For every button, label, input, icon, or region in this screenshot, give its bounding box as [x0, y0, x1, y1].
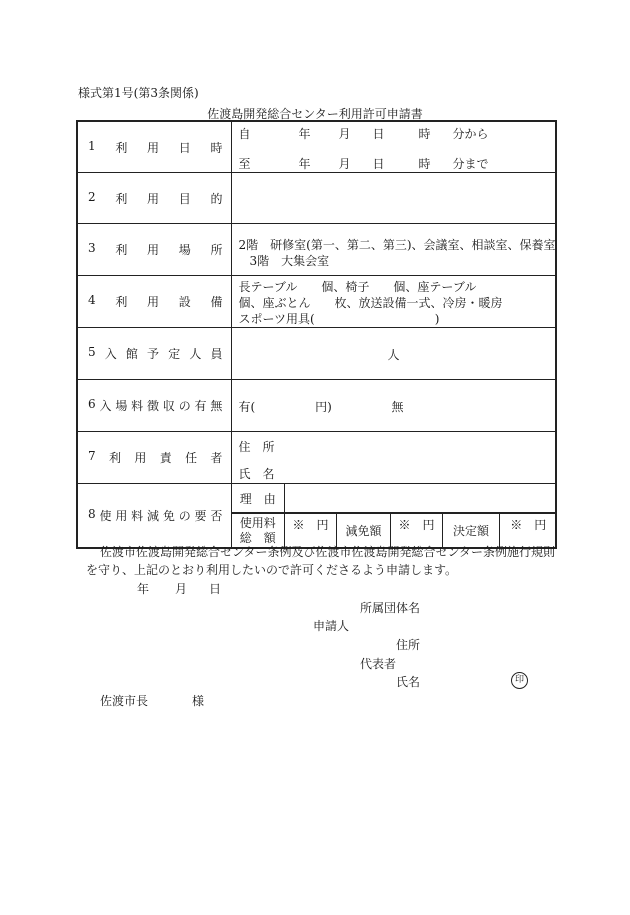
equipment-field[interactable] [232, 276, 556, 327]
exemption-reason-field[interactable] [285, 484, 557, 513]
total-fee-label: 使用料 総 額 [232, 513, 285, 547]
row-fee-exemption [77, 484, 556, 549]
usage-datetime-field[interactable]: 自 年 月 日 時 分から 至 年 月 日 時 分まで [238, 127, 489, 171]
applicant-name-label: 氏名 [396, 675, 421, 689]
form-title: 佐渡島開発総合センター利用許可申請書 [207, 107, 423, 121]
fee-exemption-subtable [232, 484, 557, 547]
applicant-address-label: 住所 [396, 638, 421, 652]
place-floor3: 3階 大集会室 [249, 254, 330, 268]
label-fee-exemption: 8 使 用 料 減 免 の 要 否 [88, 507, 223, 523]
usage-place-field[interactable] [232, 224, 556, 275]
equipment-line2: 個、座ぶとん 枚、放送設備一式、冷房・暖房 [238, 296, 503, 310]
seal-mark: 印 [511, 672, 528, 689]
fee-yes: 有( 円) [238, 400, 332, 414]
reduced-amount-label: 減免額 [337, 513, 391, 547]
applicant-label: 申請人 [313, 619, 350, 633]
form-number: 様式第1号(第3条関係) [78, 86, 199, 100]
row-expected-visitors [77, 328, 556, 380]
representative-label: 代表者 [360, 657, 397, 671]
row-usage-purpose [77, 173, 556, 224]
row-equipment [77, 276, 556, 328]
equipment-line1: 長テーブル 個、椅子 個、座テーブル [238, 280, 477, 294]
row-admission-fee [77, 380, 556, 432]
decided-amount-label: 決定額 [443, 513, 500, 547]
org-name-label: 所属団体名 [360, 601, 421, 615]
responsible-person-field[interactable] [232, 432, 556, 483]
row-usage-place [77, 224, 556, 276]
label-usage-place: 3 利 用 場 所 [88, 241, 223, 257]
fee-no: 無 [391, 400, 404, 414]
exemption-reason-label: 理 由 [232, 484, 285, 513]
expected-visitors-field[interactable] [232, 328, 556, 379]
equipment-line3: スポーツ用具( ) [238, 312, 440, 326]
place-floor2: 2階 研修室(第一、第二、第三)、会議室、相談室、保養室 [238, 238, 556, 252]
row-usage-datetime [77, 121, 556, 173]
label-equipment: 4 利 用 設 備 [88, 293, 223, 309]
label-responsible-person: 7 利 用 責 任 者 [88, 449, 223, 465]
label-usage-datetime: 1 利 用 日 時 [88, 138, 223, 155]
responsible-name-label: 氏 名 [238, 467, 275, 481]
visitors-unit: 人 [387, 348, 400, 362]
statement-line1: 佐渡市佐渡島開発総合センター条例及び佐渡市佐渡島開発総合センター条例施行規則 [100, 545, 556, 559]
addressee-honorific: 様 [192, 694, 205, 708]
admission-fee-field[interactable] [232, 380, 556, 431]
statement-line2: を守り、上記のとおり利用したいので許可くださるよう申請します。 [86, 563, 458, 577]
addressee-mayor: 佐渡市長 [100, 694, 149, 708]
decided-amount-field[interactable]: ※ 円 [500, 513, 557, 547]
usage-purpose-field[interactable] [231, 173, 556, 224]
reduced-amount-field[interactable]: ※ 円 [391, 513, 443, 547]
label-usage-purpose: 2 利 用 目 的 [88, 189, 223, 206]
row-responsible-person [77, 432, 556, 484]
application-table [76, 120, 557, 549]
label-admission-fee: 6 入 場 料 徴 収 の 有 無 [88, 397, 223, 413]
label-expected-visitors: 5 入 館 予 定 人 員 [88, 345, 223, 361]
total-fee-field[interactable]: ※ 円 [285, 513, 337, 547]
responsible-address-label: 住 所 [238, 440, 275, 454]
